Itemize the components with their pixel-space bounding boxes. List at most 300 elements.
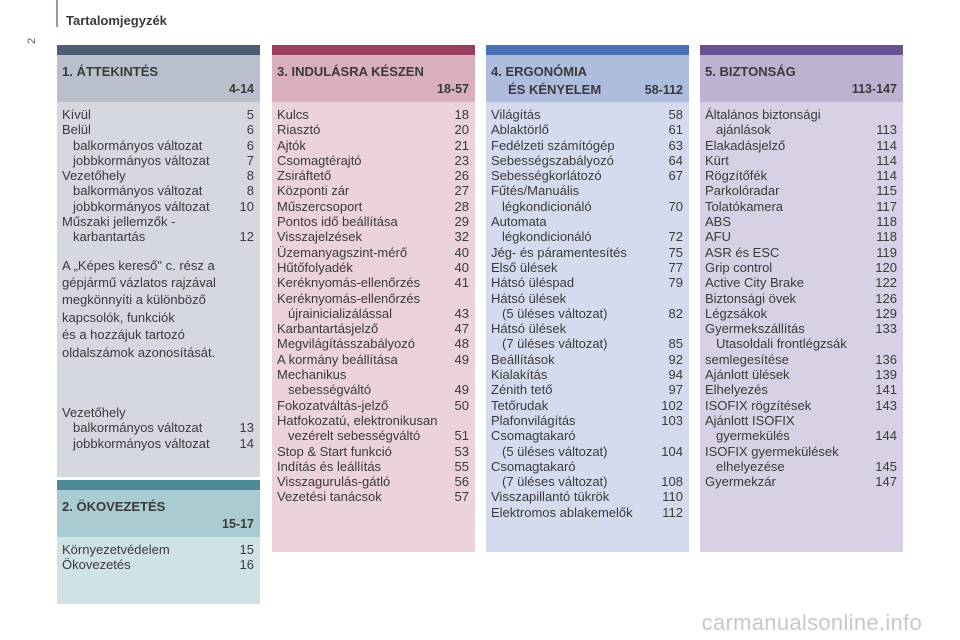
toc-entry-page: 85 [668,336,683,352]
toc-entry-page: 8 [246,168,254,184]
entry-list [62,542,254,573]
toc-entry [277,260,469,275]
toc-entry-label: Zsiráftető [277,168,332,184]
toc-entry [705,413,897,428]
toc-entry-page: 5 [246,107,254,122]
toc-entry-label: jobbkormányos változat [73,198,210,214]
toc-entry-label: légkondicionáló [502,229,592,245]
toc-entry [705,275,897,290]
toc-entry [277,122,469,137]
toc-entry [491,199,683,214]
toc-entry-label: Active City Brake [705,275,804,291]
toc-entry-label: Ajánlott ISOFIX [705,412,795,428]
toc-entry-page: 72 [668,229,683,245]
toc-entry-page: 15 [239,542,254,557]
paragraph-line: gépjármű vázlatos rajzával [62,275,216,291]
toc-entry-page: 147 [875,474,897,490]
toc-entry-label: Jég- és páramentesítés [491,244,627,260]
toc-entry-label: (7 üléses változat) [502,474,608,490]
toc-entry [491,474,683,489]
toc-entry [277,367,469,382]
toc-entry-page: 119 [876,244,897,260]
toc-entry-page: 63 [668,137,683,153]
toc-entry [62,168,254,183]
page-number: 2 [26,37,38,44]
toc-entry [491,138,683,153]
toc-entry [491,444,683,459]
toc-entry-page: 32 [454,229,469,245]
paragraph-line: megkönnyíti a különböző [62,292,206,308]
toc-entry [277,275,469,290]
paragraph-line: oldalszámok azonosítását. [62,344,216,360]
toc-entry-page: 94 [668,367,683,383]
toc-entry-label: Csomagtérajtó [277,152,362,168]
toc-entry-label: Légzsákok [705,305,768,321]
toc-entry [491,505,683,520]
toc-entry [62,214,254,229]
toc-entry-page: 79 [668,275,683,291]
toc-entry-label: Vezetőhely [62,405,126,421]
toc-entry-page: 8 [246,183,254,199]
toc-entry-label: Riasztó [277,122,321,138]
page-title: Tartalomjegyzék [66,13,167,28]
toc-entry [62,153,254,168]
toc-entry-label: Visszapillantó tükrök [491,489,610,505]
toc-entry-label: Tetőrudak [491,397,549,413]
toc-entry-label: Elhelyezés [705,382,768,398]
toc-entry-page: 7 [246,152,254,168]
toc-entry-page: 82 [668,305,683,321]
toc-entry [491,260,683,275]
toc-entry-label: vezérelt sebességváltó [288,428,421,444]
watermark: carmanualsonline.info [701,610,922,635]
toc-entry [491,275,683,290]
toc-entry [491,428,683,443]
entry-list [277,107,469,505]
toc-entry [62,436,254,451]
toc-entry-label: Ajtók [277,137,306,153]
toc-entry-label: Elektromos ablakemelők [491,504,633,520]
toc-entry-label: Beállítások [491,351,555,367]
toc-entry-page: 102 [661,397,683,413]
toc-entry-label: Csomagtakaró [491,458,576,474]
toc-entry [491,122,683,137]
toc-entry [705,474,897,489]
section-page-range: 58-112 [644,83,683,97]
toc-entry [62,557,254,572]
toc-entry-label: semlegesítése [705,351,789,367]
toc-entry-label: ASR és ESC [705,244,780,260]
toc-entry-label: Első ülések [491,259,558,275]
toc-entry-page: 43 [454,305,469,321]
toc-entry-label: Stop & Start funkció [277,443,392,459]
toc-entry-label: Fűtés/Manuális [491,183,580,199]
toc-entry-label: Műszaki jellemzők - [62,214,176,230]
toc-entry [705,352,897,367]
toc-entry-label: balkormányos változat [73,137,203,153]
toc-entry [705,306,897,321]
section-page-range: 4-14 [228,82,254,96]
section-color-bar [57,480,260,490]
toc-entry-page: 57 [454,489,469,505]
toc-entry-page: 12 [239,229,254,245]
toc-entry [491,382,683,397]
toc-entry-page: 120 [875,259,897,275]
toc-entry-label: (7 üléses változat) [502,336,608,352]
section-header [272,55,475,102]
description-paragraph [62,257,254,361]
section-color-bar [486,45,689,55]
toc-entry-label: Vezetési tanácsok [277,489,382,505]
entry-list [491,107,683,520]
toc-entry [491,459,683,474]
toc-entry [62,420,254,435]
toc-entry-label: Általános biztonsági [705,107,821,122]
toc-entry-label: Központi zár [277,183,350,199]
toc-entry [277,459,469,474]
toc-entry [62,183,254,198]
toc-entry [705,107,897,122]
toc-entry [491,245,683,260]
toc-entry-label: (5 üléses változat) [502,305,608,321]
toc-entry-label: Ökovezetés [62,557,131,573]
toc-entry-label: ABS [705,214,732,230]
section-page-range: 113-147 [851,82,897,96]
toc-entry-label: A kormány beállítása [277,351,398,367]
toc-entry [277,413,469,428]
toc-entry [62,229,254,244]
toc-entry-label: Világítás [491,107,541,122]
toc-entry [277,229,469,244]
toc-entry-label: Pontos idő beállítása [277,214,398,230]
toc-entry-label: Elakadásjelző [705,137,786,153]
toc-entry-page: 26 [454,168,469,184]
toc-entry-page: 122 [875,275,897,291]
toc-entry-label: AFU [705,229,731,245]
section-header [486,55,689,102]
toc-entry-page: 49 [454,351,469,367]
toc-entry-label: Keréknyomás-ellenőrzés [277,290,421,306]
toc-entry [277,474,469,489]
toc-entry-label: Plafonvilágítás [491,412,576,428]
toc-entry [62,199,254,214]
section-color-bar [272,45,475,55]
toc-entry [277,199,469,214]
toc-entry [491,413,683,428]
toc-entry [705,336,897,351]
section-color-bar [57,45,260,55]
header-rule [56,0,58,27]
toc-entry-page: 51 [454,428,469,444]
toc-entry [277,245,469,260]
section-title: 1. ÁTTEKINTÉS [62,64,159,79]
section-body [57,537,260,604]
toc-entry-label: Visszajelzések [277,229,363,245]
toc-entry-page: 61 [668,122,683,138]
toc-entry-label: Csomagtakaró [491,428,576,444]
toc-entry-page: 144 [875,428,897,444]
toc-entry [277,428,469,443]
toc-entry-label: Rögzítőfék [705,168,768,184]
toc-entry [277,153,469,168]
toc-entry-page: 77 [668,259,683,275]
toc-entry-label: elhelyezése [716,458,785,474]
toc-entry-label: Sebességkorlátozó [491,168,602,184]
toc-entry-label: légkondicionáló [502,198,592,214]
toc-entry-label: Hatfokozatú, elektronikusan [277,412,438,428]
section-page-range: 15-17 [222,517,254,531]
toc-entry [705,367,897,382]
toc-entry-page: 97 [668,382,683,398]
toc-entry-label: Vezetőhely [62,168,126,184]
toc-entry [277,107,469,122]
toc-entry-page: 141 [875,382,897,398]
toc-entry-page: 92 [668,351,683,367]
toc-entry [705,183,897,198]
section-ergonomics [486,45,689,552]
toc-entry-label: Visszagurulás-gátló [277,474,391,490]
toc-entry-page: 75 [668,244,683,260]
toc-entry [277,138,469,153]
toc-entry-label: jobbkormányos változat [73,152,210,168]
toc-entry-page: 67 [668,168,683,184]
section-overview [57,45,260,477]
toc-entry-label: Karbantartásjelző [277,321,379,337]
toc-entry [491,107,683,122]
toc-entry-label: jobbkormányos változat [73,435,210,451]
toc-entry [705,199,897,214]
entry-list [62,107,254,245]
toc-entry [491,336,683,351]
toc-entry-page: 145 [875,458,897,474]
toc-entry [277,352,469,367]
section-header [700,55,903,102]
section-title: 5. BIZTONSÁG [705,64,796,79]
toc-entry [491,489,683,504]
entry-list-steering [62,405,254,451]
section-header [57,490,260,537]
toc-entry-label: Sebességszabályozó [491,152,614,168]
toc-entry [705,398,897,413]
section-title: 2. ÖKOVEZETÉS [62,499,166,514]
toc-entry-page: 28 [454,198,469,214]
toc-entry [277,214,469,229]
toc-entry-page: 133 [875,321,897,337]
toc-entry-label: ajánlások [716,122,771,138]
toc-entry-page: 114 [876,152,897,168]
toc-entry [491,398,683,413]
toc-entry-page: 136 [875,351,897,367]
toc-entry-label: Gyermekzár [705,474,776,490]
section-safety [700,45,903,552]
toc-entry-label: Hátsó ülések [491,321,567,337]
toc-entry [277,291,469,306]
toc-entry-label: Automata [491,214,547,230]
toc-entry-label: gyermekülés [716,428,790,444]
toc-entry [705,291,897,306]
toc-entry-page: 49 [454,382,469,398]
toc-entry-page: 56 [454,474,469,490]
toc-entry [491,168,683,183]
toc-entry [705,459,897,474]
section-body [57,102,260,477]
toc-entry [705,168,897,183]
toc-entry [277,183,469,198]
toc-entry-label: Gyermekszállítás [705,321,805,337]
section-body [272,102,475,552]
toc-entry [705,138,897,153]
toc-entry-label: ISOFIX rögzítések [705,397,812,413]
toc-entry-page: 10 [239,198,254,214]
toc-entry [705,122,897,137]
toc-entry-label: Környezetvédelem [62,542,170,557]
section-body [486,102,689,552]
toc-entry-label: Parkolóradar [705,183,780,199]
toc-entry-label: Zénith tető [491,382,553,398]
toc-entry [277,306,469,321]
toc-entry-page: 103 [661,412,683,428]
toc-entry-label: Grip control [705,259,773,275]
toc-entry-page: 23 [454,152,469,168]
toc-entry-page: 48 [454,336,469,352]
toc-entry-label: sebességváltó [288,382,372,398]
toc-entry [491,229,683,244]
toc-entry-page: 114 [876,168,897,184]
toc-entry-page: 13 [239,420,254,436]
toc-entry-label: Hátsó üléspad [491,275,575,291]
toc-entry [491,183,683,198]
paragraph-line: A „Képes kereső" c. rész a [62,257,215,273]
toc-entry [491,321,683,336]
toc-entry-label: Ajánlott ülések [705,367,790,383]
toc-entry-label: Belül [62,122,91,138]
toc-entry [62,122,254,137]
toc-entry-label: Kulcs [277,107,309,122]
toc-entry-label: újrainicializálással [288,305,393,321]
toc-entry-page: 20 [454,122,469,138]
toc-entry-label: Kialakítás [491,367,548,383]
toc-entry [491,352,683,367]
toc-entry [277,489,469,504]
toc-entry-page: 6 [246,122,254,138]
paragraph-line: és a hozzájuk tartozó [62,327,185,343]
toc-entry-label: Keréknyomás-ellenőrzés [277,275,421,291]
toc-entry-page: 18 [454,107,469,122]
toc-entry [277,321,469,336]
toc-entry-label: Ablaktörlő [491,122,549,138]
toc-entry [705,229,897,244]
toc-entry [277,398,469,413]
toc-entry-label: Fokozatváltás-jelző [277,397,389,413]
toc-entry-label: Tolatókamera [705,198,784,214]
toc-entry-page: 6 [246,137,254,153]
toc-entry [277,444,469,459]
toc-entry-page: 64 [668,152,683,168]
toc-entry-label: Kürt [705,152,729,168]
toc-entry-page: 143 [875,397,897,413]
toc-entry-label: Hűtőfolyadék [277,259,353,275]
toc-entry-page: 40 [454,259,469,275]
section-header [57,55,260,102]
toc-entry-page: 53 [454,443,469,459]
section-page-range: 18-57 [437,82,469,96]
toc-entry [62,138,254,153]
toc-entry [62,107,254,122]
toc-entry-page: 139 [875,367,897,383]
toc-entry-label: Üzemanyagszint-mérő [277,244,408,260]
section-ready-to-go [272,45,475,552]
toc-entry-page: 118 [876,229,897,245]
toc-entry-page: 70 [668,198,683,214]
toc-entry-page: 114 [876,137,897,153]
toc-entry-page: 27 [454,183,469,199]
toc-entry-label: Biztonsági övek [705,290,797,306]
toc-entry-page: 21 [454,137,469,153]
toc-entry-page: 108 [661,474,683,490]
toc-entry-label: karbantartás [73,229,146,245]
toc-entry-page: 47 [454,321,469,337]
toc-entry-page: 115 [876,183,897,199]
toc-entry-page: 16 [239,557,254,573]
toc-entry-label: Megvilágításszabályozó [277,336,416,352]
toc-entry [277,382,469,397]
toc-entry [705,260,897,275]
toc-entry-page: 129 [875,305,897,321]
toc-entry [491,153,683,168]
toc-entry [491,306,683,321]
toc-entry-page: 29 [454,214,469,230]
toc-entry-label: Hátsó ülések [491,290,567,306]
toc-entry-label: (5 üléses változat) [502,443,608,459]
section-title-line2: ÉS KÉNYELEM [508,82,602,97]
toc-entry [277,336,469,351]
toc-entry [705,245,897,260]
toc-entry [277,168,469,183]
toc-entry-page: 55 [454,458,469,474]
toc-entry-page: 40 [454,244,469,260]
toc-entry-page: 113 [876,122,897,138]
toc-entry-label: Mechanikus [277,367,347,383]
toc-entry [705,214,897,229]
entry-list [705,107,897,489]
toc-entry-label: ISOFIX gyermekülések [705,443,839,459]
toc-entry-label: Utasoldali frontlégzsák [716,336,847,352]
section-title: 3. INDULÁSRA KÉSZEN [277,64,424,79]
toc-entry [62,405,254,420]
toc-entry-label: balkormányos változat [73,183,203,199]
toc-entry-page: 112 [662,504,683,520]
toc-entry-label: Fedélzeti számítógép [491,137,615,153]
toc-entry [705,444,897,459]
toc-entry [705,382,897,397]
toc-entry-page: 118 [876,214,897,230]
toc-entry [491,214,683,229]
section-color-bar [700,45,903,55]
toc-entry-page: 126 [875,290,897,306]
toc-entry-label: Kívül [62,107,91,122]
section-ecodriving [57,480,260,604]
toc-entry [705,153,897,168]
toc-entry [491,367,683,382]
toc-entry-label: balkormányos változat [73,420,203,436]
toc-entry-page: 110 [662,489,683,505]
toc-entry [705,428,897,443]
toc-entry [62,542,254,557]
paragraph-line: kapcsolók, funkciók [62,309,175,325]
toc-entry-page: 117 [876,198,897,214]
toc-entry [491,291,683,306]
toc-entry-label: Indítás és leállítás [277,458,382,474]
